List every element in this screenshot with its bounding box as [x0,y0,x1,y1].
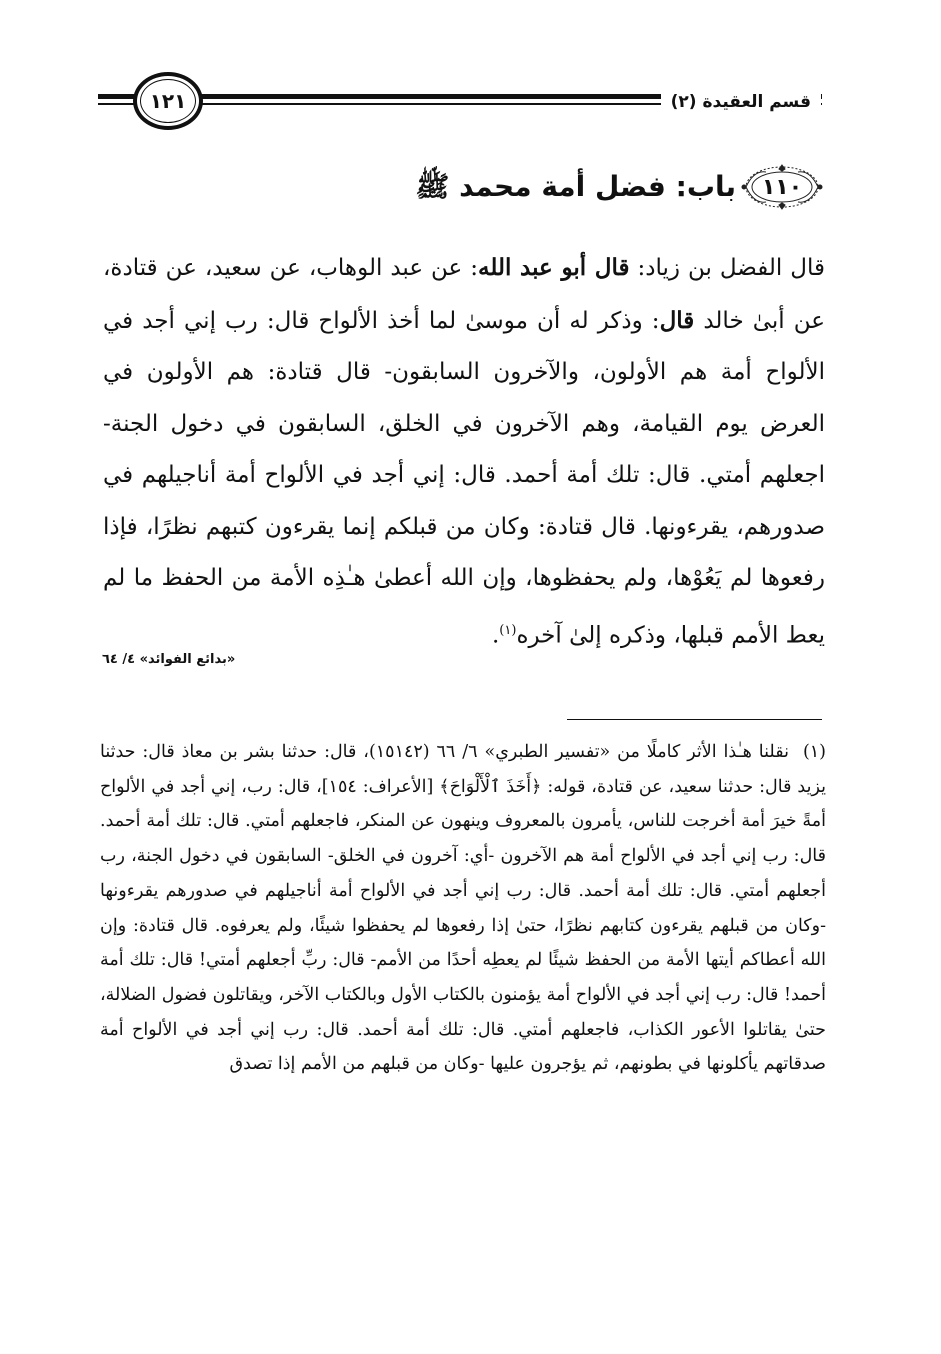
main-paragraph [103,242,825,662]
page-number [133,72,203,130]
footnote-number: (١) [802,742,826,762]
footnote [100,735,826,1082]
main-text-part-1: قال الفضل بن زياد: [629,255,825,281]
footnote-text: نقلنا هـٰذا الأثر كاملًا من «تفسير الطبري» ٦/ ٦٦ (١٥١٤٢)، قال: حدثنا بشر بن معاذ قال: حدثنا يزيد قال: حدثنا سعيد، عن قتادة، قوله: ﴿أَخَذَ ٱلْأَلْوَاحَ﴾ [الأعراف: ١٥٤]، قال: رب، إني أجد في الألواح أمةً خيرَ أمة أخرجت للناس، يأمرون بالمعروف وينهون عن المنكر، فاجعلهم أمتي. قال: تلك أمة أحمد. قال: رب إني أجد في الألواح أمة هم الآخرون -أي: آخرون في الخلق- السابقون في دخول الجنة، رب أجعلهم أمتي. قال: تلك أمة أحمد. قال: رب إني أجد في الألواح أمة أناجيلهم في صدورهم يقرءونها -وكان من قبلهم يقرءون كتابهم نظرًا، حتىٰ إذا رفعوها لم يحفظوا شيئًا، ولم يعرفوه. قال قتادة: وإن الله أعطاكم أيتها الأمة من الحفظ شيئًا لم يعطِه أحدًا من الأمم- قال: ربِّ أجعلهم أمتي! قال: تلك أمة أحمد! قال: رب إني أجد في الألواح أمة يؤمنون بالكتاب الأول وبالكتاب الآخر، ويقاتلون فضول الضلالة، حتىٰ يقاتلوا الأعور الكذاب، فاجعلهم أمتي. قال: تلك أمة أحمد. قال: رب إني أجد في الألواح أمة صدقاتهم يأكلونها في بطونهم، ثم يؤجرون عليها -وكان من قبلهم من الأمم إذا تصدق [100,742,826,1075]
main-text-end: . [491,622,500,649]
page-number-label: ١٢١ [149,89,187,113]
footnote-separator [567,719,822,720]
footnote-reference: (١) [499,622,517,638]
running-header-title: قسم العقيدة (٢) [661,88,821,116]
main-text-bold-1: قال أبو عبد الله [478,254,630,281]
main-text-part-3: : عن عبد الوهاب، عن سعيد، عن قتادة، عن أبىٰ خالد [103,255,826,334]
chapter-number-badge [736,162,828,212]
source-citation: «بدائع الفوائد» ٤/ ٦٤ [102,652,236,667]
chapter-title: باب: فضل أمة محمد ﷺ [415,170,736,203]
chapter-number: ١١٠ [761,174,803,200]
main-text-part-5: : وذكر له أن موسىٰ لما أخذ الألواح قال: رب إني أجد في الألواح أمة هم الأولون، والآخرون السابقون- قال قتادة: هم الأولون في العرض يوم القيامة، وهم الآخرون في الخلق، السابقون في دخول الجنة- اجعلهم أمتي. قال: تلك أمة أحمد. قال: إني أجد في الألواح أمة أناجيلهم في صدورهم، يقرءونها. قال قتادة: وكان من قبلكم إنما يقرءون كتبهم نظرًا، فإذا رفعوها لم يَعُوْها، ولم يحفظوها، وإن الله أعطىٰ هـٰذِه الأمة من الحفظ ما لم يعط الأمم قبلها، وذكره إلىٰ آخره [103,307,825,649]
main-text-bold-2: قال [659,306,695,334]
